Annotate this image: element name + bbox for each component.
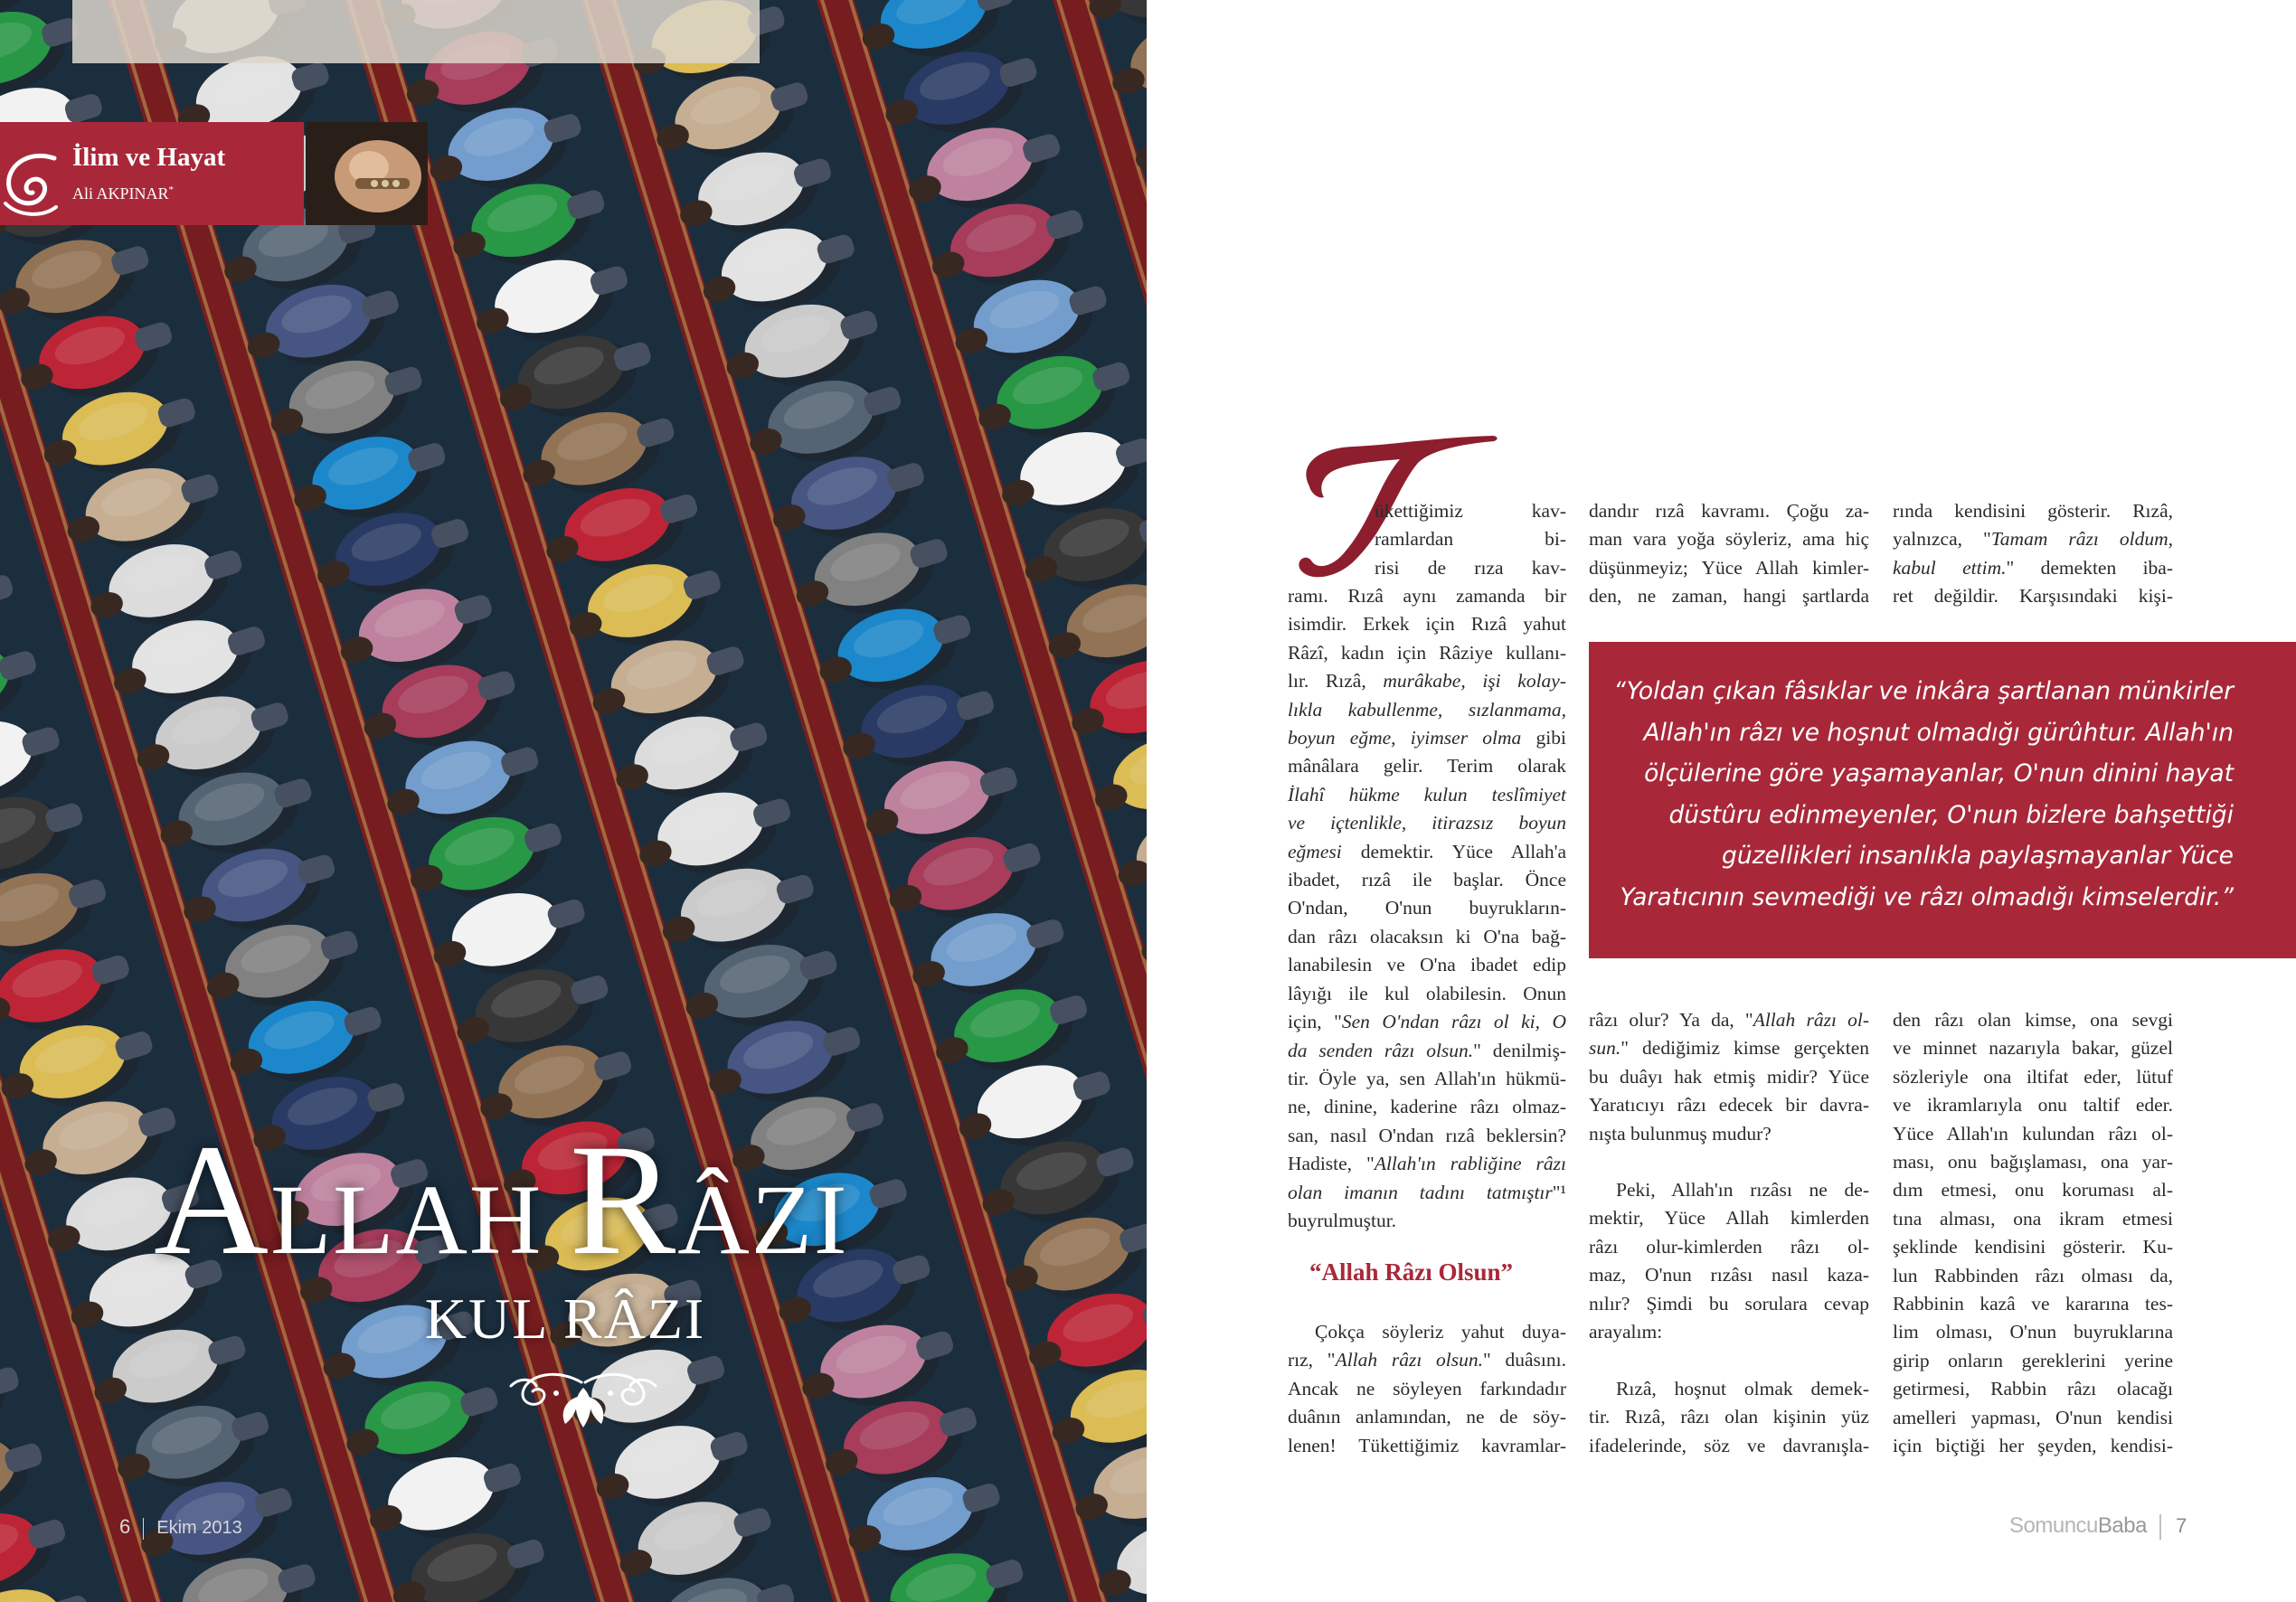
text-line: ramı. Rızâ aynı zamanda bir: [1288, 585, 1566, 607]
main-title: ALLAH RÂZI: [154, 1112, 849, 1288]
text-line: boyun eğme, iyimser olma gibi: [1288, 727, 1567, 749]
text-line: ifadelerinde, söz ve davranışla-: [1589, 1434, 1869, 1456]
text-line: lim olması, O'nun buyruklarına: [1893, 1321, 2173, 1343]
text-line: ramlardan bi-: [1375, 528, 1566, 551]
column-1-bottom: [1288, 1318, 1566, 1460]
text-line: rız, "Allah râzı olsun." duâsını.: [1288, 1349, 1566, 1371]
prayer-photo: [0, 0, 1147, 1602]
text-line: amelleri yapması, O'nun kendisi: [1893, 1406, 2173, 1428]
text-line: bu duâyı hak etmiş midir? Yüce: [1589, 1065, 1869, 1088]
text-line: sözleriyle ona iltifat eder, lütuf: [1893, 1065, 2173, 1088]
text-line: lun Rabbinden râzı olması da,: [1893, 1264, 2173, 1286]
left-folio: [119, 1515, 242, 1540]
pull-quote-line: ölçülerine göre yaşamayanlar, O'nun dinini hayat: [1644, 759, 2234, 787]
section-tab: [0, 122, 304, 225]
text-line: duânın anlamından, ne de söy-: [1288, 1406, 1566, 1428]
subheading: “Allah Râzı Olsun”: [1309, 1258, 1514, 1286]
text-line: dan râzı olacaksın ki O'na bağ-: [1288, 925, 1566, 947]
text-line: şeklinde kendisini gösterir. Ku-: [1893, 1236, 2173, 1258]
text-line: lenen! Tükettiğimiz kavramlar-: [1288, 1434, 1566, 1456]
text-line: için, "Sen O'ndan râzı ol ki, O: [1288, 1011, 1566, 1033]
text-line: da senden râzı olsun." denilmiş-: [1288, 1039, 1566, 1061]
text-line: san, nasıl O'ndan rızâ beklersin?: [1288, 1124, 1566, 1146]
column-2-bottom-p2: [1589, 1176, 1869, 1346]
text-line: mânâlara gelir. Terim olarak: [1288, 755, 1566, 777]
swirl-ornament-icon: [0, 140, 63, 221]
text-line: den râzı olan kimse, ona sevgi: [1893, 1009, 2173, 1031]
text-line: ması, onu bağışlaması, ona yar-: [1893, 1151, 2173, 1173]
column-3-bottom: [1893, 1006, 2173, 1461]
sub-title: KUL RÂZI: [424, 1286, 706, 1351]
text-line: nılır? Şimdi bu sorulara cevap: [1589, 1292, 1869, 1315]
text-line: getirmesi, Rabbin râzı olacağı: [1893, 1378, 2173, 1400]
text-line: Rızâ, hoşnut olmak demek-: [1616, 1378, 1869, 1399]
left-page: [0, 0, 1147, 1602]
text-line: sun." dediğimiz kimse gerçekten: [1589, 1037, 1869, 1060]
column-1-body: [1288, 582, 1566, 1235]
page-number-right: 7: [2175, 1514, 2187, 1537]
text-line: lıkla kabullenme, sızlanmama,: [1288, 698, 1566, 721]
pull-quote-line: Yaratıcının sevmediği ve râzı olmadığı kimselerdir.”: [1620, 882, 2234, 911]
text-line: risi de rıza kav-: [1375, 556, 1566, 579]
text-line: Râzî, kadın için Râziye kullanı-: [1288, 641, 1566, 664]
text-line: ne, dinine, kaderine râzı olmaz-: [1288, 1096, 1566, 1118]
text-line: nışta bulunmuş mudur?: [1589, 1122, 1772, 1145]
text-line: Rabbinin kazâ ve kararına tes-: [1893, 1293, 2173, 1315]
column-2-bottom-p1: [1589, 1006, 1869, 1148]
text-line: buyrulmuştur.: [1288, 1209, 1397, 1231]
text-line: râzı olur? Ya da, "Allah râzı ol-: [1589, 1009, 1869, 1031]
text-line: man vara yoğa söyleriz, ama hiç: [1589, 528, 1869, 551]
text-line: ükettiğimiz kav-: [1375, 500, 1566, 522]
page-number-left: 6: [119, 1515, 131, 1538]
text-line: İlahî hükme kulun teslîmiyet: [1288, 783, 1566, 806]
text-line: lanabilesin ve O'na ibadet edip: [1288, 954, 1566, 976]
pull-quote: [1601, 671, 2234, 918]
pull-quote-line: düstûru edinmeyenler, O'nun bizlere bahşettiği: [1668, 800, 2234, 829]
column-2-top: [1589, 497, 1869, 611]
pull-quote-line: “Yoldan çıkan fâsıklar ve inkâra şartlanan münkirler: [1613, 677, 2234, 705]
text-line: isimdir. Erkek için Rızâ yahut: [1288, 613, 1566, 636]
issue-date: Ekim 2013: [156, 1518, 242, 1538]
text-line: lır. Rızâ, murâkabe, işi kolay-: [1288, 670, 1566, 693]
text-line: rında kendisini gösterir. Rızâ,: [1893, 500, 2173, 522]
text-line: Peki, Allah'ın rızâsı ne de-: [1616, 1179, 1869, 1201]
text-line: Hadiste, "Allah'ın rabliğine râzı: [1288, 1153, 1566, 1175]
column-3-top: [1893, 497, 2173, 611]
text-line: Yüce Allah'ın kulundan râzı ol-: [1893, 1122, 2173, 1145]
author-photo: [306, 122, 428, 225]
floral-ornament-icon: [502, 1370, 665, 1433]
text-line: ve minnet nazarıyla bakar, güzel: [1893, 1037, 2173, 1060]
section-author: Ali AKPINAR*: [72, 184, 175, 203]
section-title: İlim ve Hayat: [72, 143, 226, 172]
author-footnote-mark: *: [168, 184, 175, 195]
text-line: ret değildir. Karşısındaki kişi-: [1893, 585, 2173, 608]
text-line: kabul ettim." demekten iba-: [1893, 556, 2173, 579]
text-line: dandır rızâ kavramı. Çoğu za-: [1589, 500, 1869, 522]
pull-quote-line: güzellikleri insanlıkla paylaşmayanlar Yüce: [1722, 842, 2234, 870]
column-2-bottom-p3: [1589, 1375, 1869, 1460]
text-line: eğmesi demektir. Yüce Allah'a: [1288, 840, 1566, 862]
text-line: tir. Öyle ya, sen Allah'ın hükmü-: [1288, 1067, 1566, 1089]
text-line: dım etmesi, onu koruması al-: [1893, 1179, 2173, 1202]
text-line: lâyığı ile kul olabilesin. Onun: [1288, 982, 1566, 1004]
text-line: O'ndan, O'nun buyrukların-: [1288, 897, 1566, 919]
text-line: düşünmeyiz; Yüce Allah kimler-: [1589, 556, 1869, 579]
text-line: olan imanın tadını tatmıştır"¹: [1288, 1181, 1566, 1203]
pull-quote-line: Allah'ın râzı ve hoşnut olmadığı gürûhtur. Allah'ın: [1643, 718, 2234, 747]
text-line: mektir, Yüce Allah kimlerden: [1589, 1207, 1869, 1230]
text-line: ve içtenlikle, itirazsız boyun: [1288, 812, 1566, 834]
column-1-top: [1375, 497, 1566, 582]
text-line: den, ne zaman, hangi şartlarda: [1589, 585, 1869, 608]
text-line: Ancak ne söyleyen farkındadır: [1288, 1377, 1566, 1399]
text-line: arayalım:: [1589, 1321, 1663, 1343]
text-line: girip onların gereklerini yerine: [1893, 1349, 2173, 1371]
text-line: için biçtiği her şeyden, kendisi-: [1893, 1435, 2173, 1457]
text-line: ve ikramlarıyla onu taltif eder.: [1893, 1094, 2173, 1117]
magazine-brand: SomuncuBaba 7: [2009, 1513, 2187, 1538]
text-line: yalnızca, "Tamam râzı oldum,: [1893, 528, 2173, 551]
text-line: tına alması, ona ikram etmesi: [1893, 1207, 2173, 1230]
text-line: maz, O'nun rızâsı nasıl kaza-: [1589, 1264, 1869, 1286]
text-line: tir. Rızâ, râzı olan kişinin yüz: [1589, 1406, 1869, 1428]
text-line: râzı olur-kimlerden râzı ol-: [1589, 1235, 1869, 1258]
text-line: Çokça söyleriz yahut duya-: [1315, 1321, 1566, 1343]
text-line: ibadet, rızâ ile başlar. Önce: [1288, 869, 1566, 891]
text-line: Yaratıcıyı râzı edecek bir davra-: [1589, 1094, 1869, 1117]
